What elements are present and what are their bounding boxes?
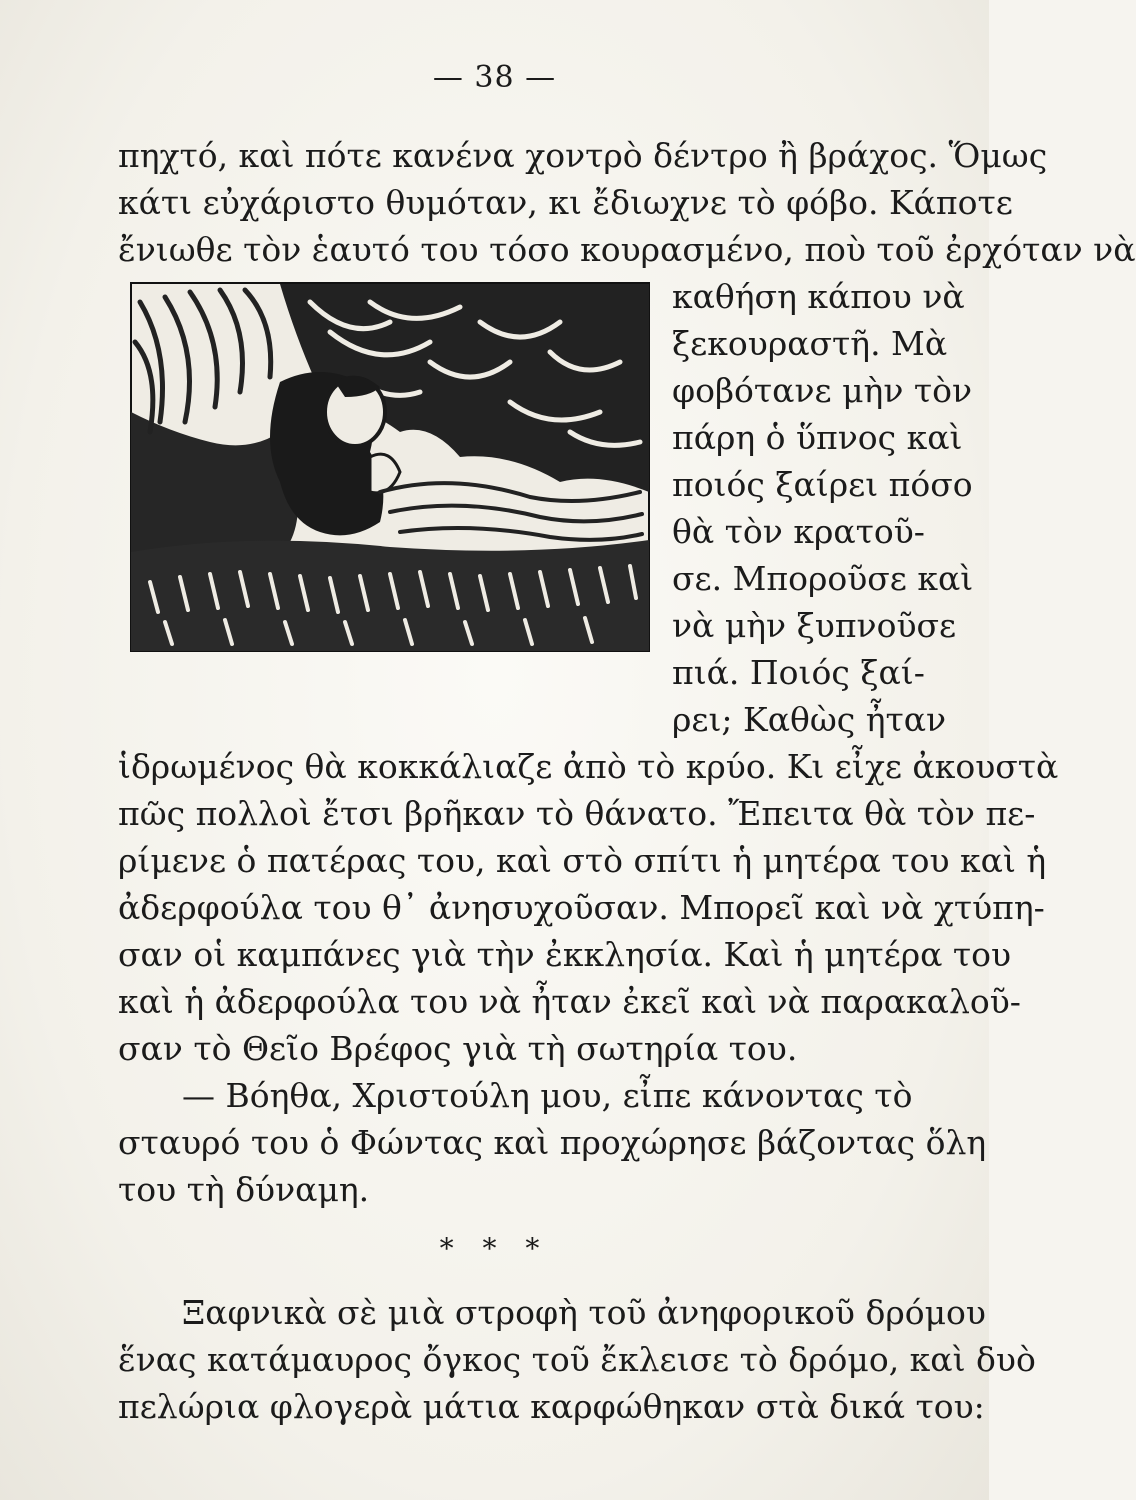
text-line: ἱδρωμένος θὰ κοκκάλιαζε ἀπὸ τὸ κρύο. Κι εἶχε ἀκουστὰ [118, 747, 1059, 786]
woodcut-image [130, 282, 650, 652]
text-line: σαν τὸ Θεῖο Βρέφος γιὰ τὴ σωτηρία του. [118, 1029, 798, 1068]
text-line: σταυρό του ὁ Φώντας καὶ προχώρησε βάζοντας ὅλη [118, 1123, 987, 1162]
text-line: του τὴ δύναμη. [118, 1170, 370, 1209]
woodcut-illustration [130, 282, 650, 652]
text-line: ξεκουραστῆ. Μὰ [672, 324, 948, 363]
text-line: ποιός ξαίρει πόσο [672, 465, 973, 504]
text-line: κάτι εὐχάριστο θυμόταν, κι ἔδιωχνε τὸ φόβο. Κάποτε [118, 183, 1013, 222]
text-line: νὰ μὴν ξυπνοῦσε [672, 606, 957, 645]
text-line: — Βόηθα, Χριστούλη μου, εἶπε κάνοντας τὸ [182, 1076, 913, 1115]
text-line: πῶς πολλοὶ ἔτσι βρῆκαν τὸ θάνατο. Ἔπειτα θὰ τὸν πε- [118, 794, 1036, 833]
text-line: ἕνας κατάμαυρος ὄγκος τοῦ ἔκλεισε τὸ δρόμο, καὶ δυὸ [118, 1340, 1036, 1379]
text-line: πελώρια φλογερὰ μάτια καρφώθηκαν στὰ δικά του: [118, 1387, 985, 1426]
text-line: θὰ τὸν κρατοῦ- [672, 512, 925, 551]
text-line: πάρη ὁ ὕπνος καὶ [672, 418, 963, 457]
text-line: σαν οἱ καμπάνες γιὰ τὴν ἐκκλησία. Καὶ ἡ μητέρα του [118, 935, 1012, 974]
section-separator: * * * [439, 1232, 550, 1265]
text-line: ρίμενε ὁ πατέρας του, καὶ στὸ σπίτι ἡ μητέρα του καὶ ἡ [118, 841, 1047, 880]
text-line: φοβότανε μὴν τὸν [672, 371, 973, 410]
text-line: σε. Μποροῦσε καὶ [672, 559, 974, 598]
text-line: πιά. Ποιός ξαί- [672, 653, 925, 692]
text-line: ρει; Καθὼς ἦταν [672, 700, 947, 739]
text-line: ἔνιωθε τὸν ἑαυτό του τόσο κουρασμένο, ποὺ τοῦ ἐρχόταν νὰ [118, 230, 1136, 269]
text-line: Ξαφνικὰ σὲ μιὰ στροφὴ τοῦ ἀνηφορικοῦ δρόμου [182, 1293, 986, 1332]
text-line: ἀδερφούλα του θ᾽ ἀνησυχοῦσαν. Μπορεῖ καὶ νὰ χτύπη- [118, 888, 1045, 927]
page-number: — 38 — [432, 60, 557, 95]
text-line: πηχτό, καὶ πότε κανένα χοντρὸ δέντρο ἢ βράχος. Ὅμως [118, 136, 1048, 175]
text-line: καὶ ἡ ἀδερφούλα του νὰ ἦταν ἐκεῖ καὶ νὰ παρακαλοῦ- [118, 982, 1021, 1021]
text-line: καθήση κάπου νὰ [672, 277, 965, 316]
